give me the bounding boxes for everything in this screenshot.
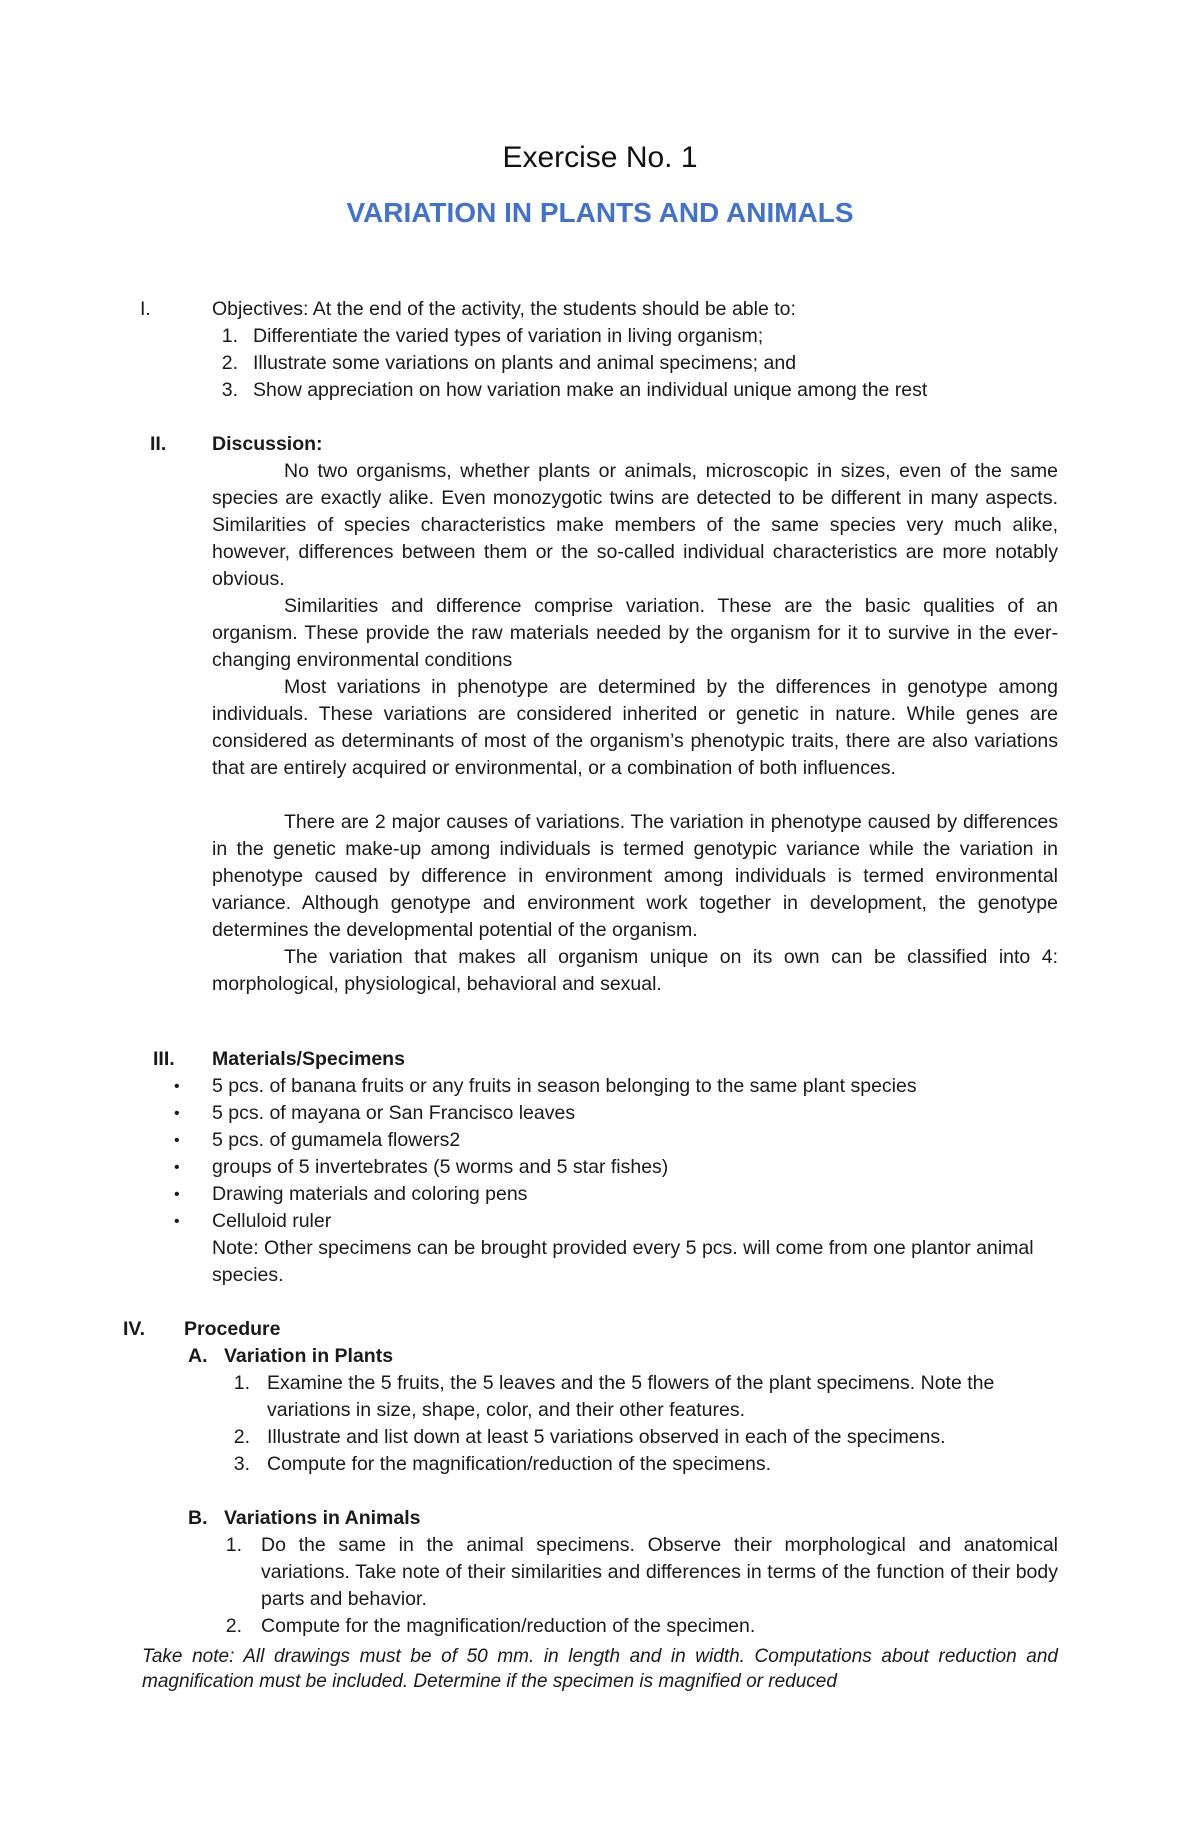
step-text: Examine the 5 fruits, the 5 leaves and the 5 flowers of the plant specimens. Note the variations in size, shape, color, and their other features.	[267, 1372, 995, 1421]
discussion-paragraph: Similarities and difference comprise variation. These are the basic qualities of an organism. These provide the raw materials needed by the organism for it to survive in the ever-changing environmental conditions	[212, 595, 1058, 671]
bullet-icon: •	[174, 1186, 180, 1203]
objective-number: 2.	[221, 352, 238, 374]
exercise-title: Exercise No. 1	[502, 141, 698, 174]
step-text: Do the same in the animal specimens. Observe their morphological and anatomical variations. Take note of their similarities and differences in terms of the function of their body parts and behavior.	[261, 1534, 1058, 1610]
objectives-numeral: I.	[140, 298, 151, 320]
objective-number: 1.	[221, 325, 238, 347]
step-text: Compute for the magnification/reduction of the specimens.	[267, 1453, 772, 1475]
objective-item: Show appreciation on how variation make an individual unique among the rest	[253, 379, 928, 401]
objective-item: Illustrate some variations on plants and animal specimens; and	[253, 352, 797, 374]
materials-note: Note: Other specimens can be brought provided every 5 pcs. will come from one plantor animal species.	[212, 1237, 1034, 1286]
bullet-icon: •	[174, 1132, 180, 1149]
materials-heading: Materials/Specimens	[212, 1048, 405, 1070]
material-item: groups of 5 invertebrates (5 worms and 5 star fishes)	[212, 1156, 669, 1178]
step-number: 2.	[225, 1615, 242, 1637]
step-text: Compute for the magnification/reduction of the specimen.	[261, 1615, 756, 1637]
bullet-icon: •	[174, 1078, 180, 1095]
procedure-numeral: IV.	[123, 1318, 146, 1340]
step-number: 3.	[233, 1453, 250, 1475]
exercise-subtitle: VARIATION IN PLANTS AND ANIMALS	[346, 197, 854, 228]
step-number: 1.	[233, 1372, 250, 1394]
step-number: 1.	[225, 1534, 242, 1556]
bullet-icon: •	[174, 1105, 180, 1122]
bullet-icon: •	[174, 1159, 180, 1176]
step-number: 2.	[233, 1426, 250, 1448]
discussion-paragraph: Most variations in phenotype are determined by the differences in genotype among individuals. These variations are considered inherited or genetic in nature. While genes are considered as determinants of most of the organism’s phenotypic traits, there are also variations that are entirely acquired or environmental, or a combination of both influences.	[212, 676, 1058, 779]
take-note: Take note: All drawings must be of 50 mm. in length and in width. Computations about reduction and magnification must be included. Determine if the specimen is magnified or reduced	[142, 1646, 1058, 1692]
bullet-icon: •	[174, 1213, 180, 1230]
objective-item: Differentiate the varied types of variation in living organism;	[253, 325, 764, 347]
part-a-heading: Variation in Plants	[224, 1345, 394, 1367]
discussion-heading: Discussion:	[212, 433, 323, 455]
objective-number: 3.	[221, 379, 238, 401]
part-a-letter: A.	[188, 1345, 208, 1367]
discussion-paragraph: There are 2 major causes of variations. The variation in phenotype caused by differences in the genetic make-up among individuals is termed genotypic variance while the variation in phenotype caused by difference in environment among individuals is termed environmental variance. Although genotype and environment work together in development, the genotype determines the developmental potential of the organism.	[212, 811, 1058, 941]
procedure-heading: Procedure	[184, 1318, 281, 1340]
part-b-heading: Variations in Animals	[224, 1507, 421, 1529]
step-text: Illustrate and list down at least 5 variations observed in each of the specimens.	[267, 1426, 946, 1448]
material-item: 5 pcs. of gumamela flowers2	[212, 1129, 461, 1151]
discussion-numeral: II.	[150, 433, 167, 455]
objectives-heading: Objectives: At the end of the activity, the students should be able to:	[212, 298, 796, 320]
discussion-paragraph: The variation that makes all organism unique on its own can be classified into 4: morphological, physiological, behavioral and sexual.	[212, 946, 1058, 995]
materials-numeral: III.	[153, 1048, 175, 1070]
material-item: 5 pcs. of banana fruits or any fruits in season belonging to the same plant species	[212, 1075, 917, 1097]
material-item: 5 pcs. of mayana or San Francisco leaves	[212, 1102, 576, 1124]
material-item: Drawing materials and coloring pens	[212, 1183, 528, 1205]
part-b-letter: B.	[188, 1507, 208, 1529]
discussion-paragraph: No two organisms, whether plants or animals, microscopic in sizes, even of the same species are exactly alike. Even monozygotic twins are detected to be different in many aspects. Similarities of species characteristics make members of the same species very much alike, however, differences between them or the so-called individual characteristics are more notably obvious.	[212, 460, 1058, 590]
material-item: Celluloid ruler	[212, 1210, 332, 1232]
